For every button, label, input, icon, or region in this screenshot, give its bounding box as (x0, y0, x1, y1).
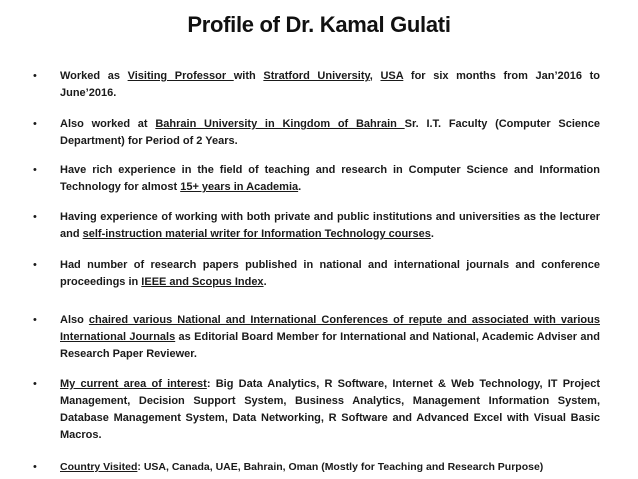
underlined-phrase: Visiting Professor (127, 70, 234, 82)
text-segment: Worked as (60, 70, 128, 82)
bullet-dot: • (33, 378, 37, 390)
underlined-phrase: self-instruction material writer for Information Technology courses (82, 228, 431, 240)
bullet-text (60, 376, 600, 444)
text-segment: : USA, Canada, UAE, Bahrain, Oman (Mostly for Teaching and Research Purpose) (137, 461, 544, 473)
bullet-text (60, 162, 600, 196)
text-segment: Sr. I.T. Faculty (Computer Science Department) for Period of 2 Years. (60, 118, 600, 147)
text-segment: Also worked at (60, 118, 156, 130)
text-segment: for six months from Jan’2016 to June’2016. (60, 70, 600, 99)
bullet-text (60, 459, 620, 476)
bullet-dot: • (33, 259, 37, 271)
text-segment: . (263, 276, 267, 288)
bullet-text (60, 257, 600, 291)
text-segment: Also (60, 314, 89, 326)
text-segment: : Big Data Analytics, R Software, Internet & Web Technology, IT Project Management, Decision Support System, Business Analytics, Management Information System, Database Management System, Data Networking, R Software and Advanced Excel with Visual Basic Macros. (60, 378, 601, 441)
text-segment: with (233, 70, 264, 82)
underlined-phrase: Country Visited (60, 461, 138, 473)
bullet-text (60, 312, 600, 363)
text-segment: as Editorial Board Member for International and National, Academic Adviser and Research Paper Reviewer. (60, 331, 600, 360)
text-segment: Had number of research papers published in national and international journals and conference proceedings in (60, 259, 600, 288)
underlined-phrase: USA (380, 70, 404, 82)
underlined-phrase: Bahrain University in Kingdom of Bahrain (155, 118, 405, 130)
text-segment: . (298, 181, 302, 193)
text-segment: Having experience of working with both private and public institutions and universities as the lecturer and (60, 211, 600, 240)
page-title: Profile of Dr. Kamal Gulati (187, 12, 451, 37)
bullet-dot: • (33, 461, 37, 473)
underlined-phrase: 15+ years in Academia (180, 181, 299, 193)
underlined-phrase: chaired various National and International Conferences of repute and associated with various International Journals (60, 314, 600, 343)
bullet-dot: • (33, 164, 37, 176)
text-segment: , (369, 70, 381, 82)
bullet-text (60, 68, 600, 102)
underlined-phrase: My current area of interest (60, 378, 207, 390)
text-segment: . (430, 228, 434, 240)
bullet-text (60, 209, 600, 243)
bullet-dot: • (33, 118, 37, 130)
underlined-phrase: IEEE and Scopus Index (141, 276, 264, 288)
bullet-dot: • (33, 314, 37, 326)
underlined-phrase: Stratford University (263, 70, 370, 82)
bullet-text (60, 116, 600, 150)
bullet-dot: • (33, 70, 37, 82)
bullet-dot: • (33, 211, 37, 223)
text-segment: Have rich experience in the field of teaching and research in Computer Science and Information Technology for almost (60, 164, 600, 193)
